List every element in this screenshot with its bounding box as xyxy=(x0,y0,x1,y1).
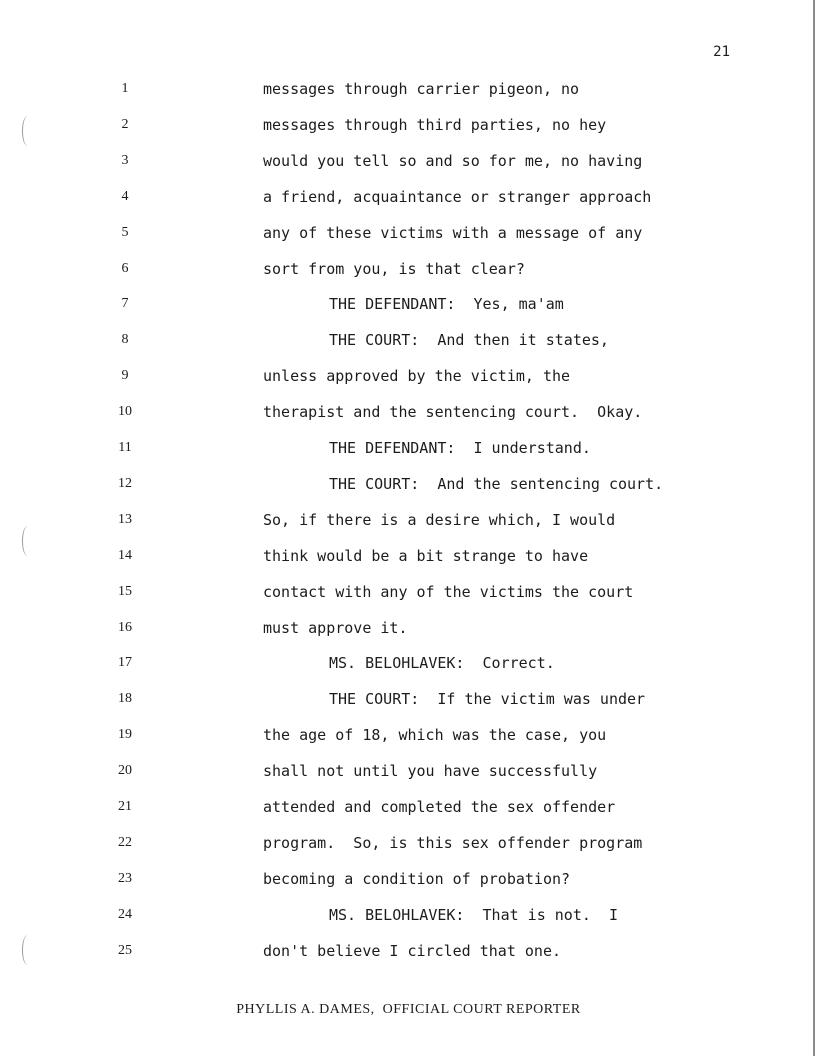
line-text: messages through carrier pigeon, no xyxy=(263,80,580,98)
line-number: 10 xyxy=(118,404,132,419)
page-right-border xyxy=(813,0,815,1056)
line-text: messages through third parties, no hey xyxy=(263,116,607,134)
line-number: 22 xyxy=(118,835,132,850)
transcript-line xyxy=(0,365,813,387)
line-number: 21 xyxy=(118,799,132,814)
line-number: 18 xyxy=(118,691,132,706)
line-number: 14 xyxy=(118,548,132,563)
line-number: 11 xyxy=(118,440,132,455)
transcript-line xyxy=(0,437,813,459)
transcript-line xyxy=(0,258,813,280)
transcript-line xyxy=(0,688,813,710)
line-number: 23 xyxy=(118,871,132,886)
transcript-line xyxy=(0,904,813,926)
transcript-line xyxy=(0,796,813,818)
line-text: THE DEFENDANT: Yes, ma'am xyxy=(329,295,564,313)
line-number: 20 xyxy=(118,763,132,778)
transcript-line xyxy=(0,545,813,567)
line-text: So, if there is a desire which, I would xyxy=(263,511,616,529)
line-text: attended and completed the sex offender xyxy=(263,798,616,816)
transcript-line xyxy=(0,222,813,244)
transcript-line xyxy=(0,401,813,423)
line-text: the age of 18, which was the case, you xyxy=(263,726,607,744)
line-number: 16 xyxy=(118,620,132,635)
line-number: 25 xyxy=(118,943,132,958)
line-text: therapist and the sentencing court. Okay. xyxy=(263,403,643,421)
transcript-line xyxy=(0,114,813,136)
transcript-line xyxy=(0,617,813,639)
line-text: THE COURT: And then it states, xyxy=(329,331,609,349)
line-text: any of these victims with a message of any xyxy=(263,224,643,242)
page-number: 21 xyxy=(713,44,730,60)
transcript-line xyxy=(0,186,813,208)
line-number: 9 xyxy=(121,368,129,383)
line-number: 8 xyxy=(121,332,129,347)
line-text: MS. BELOHLAVEK: Correct. xyxy=(329,654,555,672)
transcript-line xyxy=(0,473,813,495)
transcript-line xyxy=(0,509,813,531)
line-number: 2 xyxy=(121,117,129,132)
line-text: would you tell so and so for me, no having xyxy=(263,152,643,170)
transcript-line xyxy=(0,652,813,674)
line-text: THE DEFENDANT: I understand. xyxy=(329,439,591,457)
line-number: 3 xyxy=(121,153,129,168)
court-reporter-footer: PHYLLIS A. DAMES, OFFICIAL COURT REPORTER xyxy=(236,1002,581,1017)
transcript-line xyxy=(0,329,813,351)
transcript-line xyxy=(0,832,813,854)
transcript-line xyxy=(0,78,813,100)
transcript-line xyxy=(0,868,813,890)
line-text: THE COURT: And the sentencing court. xyxy=(329,475,664,493)
transcript-line xyxy=(0,293,813,315)
line-text: MS. BELOHLAVEK: That is not. I xyxy=(329,906,618,924)
line-text: becoming a condition of probation? xyxy=(263,870,571,888)
line-text: unless approved by the victim, the xyxy=(263,367,571,385)
line-number: 6 xyxy=(121,261,129,276)
transcript-line xyxy=(0,724,813,746)
line-number: 1 xyxy=(121,81,129,96)
transcript-line xyxy=(0,581,813,603)
line-text: shall not until you have successfully xyxy=(263,762,598,780)
line-text: program. So, is this sex offender program xyxy=(263,834,643,852)
line-number: 7 xyxy=(121,296,129,311)
line-number: 24 xyxy=(118,907,132,922)
line-text: THE COURT: If the victim was under xyxy=(329,690,646,708)
line-number: 12 xyxy=(118,476,132,491)
line-number: 4 xyxy=(121,189,129,204)
line-number: 5 xyxy=(121,225,129,240)
line-text: think would be a bit strange to have xyxy=(263,547,589,565)
line-text: sort from you, is that clear? xyxy=(263,260,525,278)
line-text: a friend, acquaintance or stranger approach xyxy=(263,188,652,206)
line-number: 13 xyxy=(118,512,132,527)
line-number: 15 xyxy=(118,584,132,599)
line-number: 17 xyxy=(118,655,132,670)
transcript-line xyxy=(0,150,813,172)
line-number: 19 xyxy=(118,727,132,742)
transcript-line xyxy=(0,760,813,782)
line-text: don't believe I circled that one. xyxy=(263,942,562,960)
transcript-line xyxy=(0,940,813,962)
line-text: contact with any of the victims the court xyxy=(263,583,634,601)
line-text: must approve it. xyxy=(263,619,408,637)
